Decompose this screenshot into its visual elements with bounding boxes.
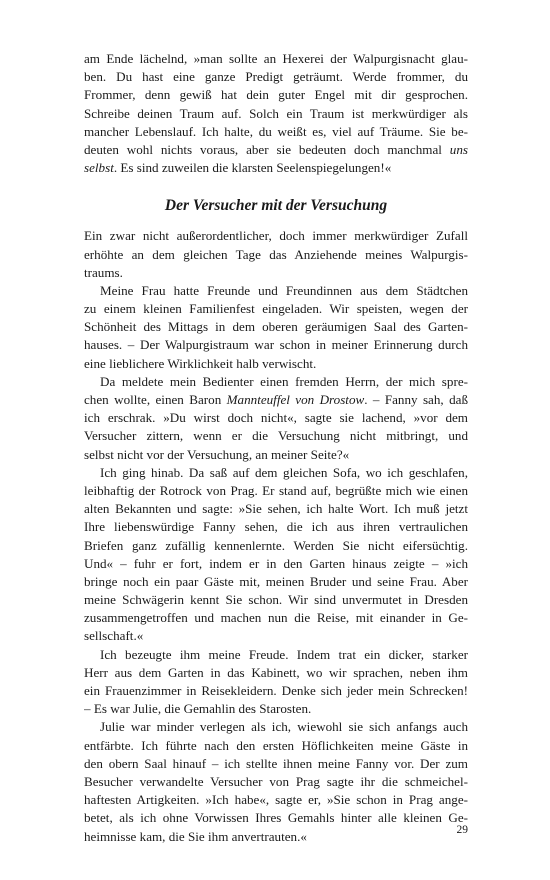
text-line — [84, 591, 468, 609]
text-line — [84, 755, 468, 773]
line-text: haftesten Artigkeiten. »Ich habe«, sagte er, »Sie schon in Prag ange- — [84, 792, 468, 808]
text-line — [84, 500, 468, 518]
italic-text: Mannteuffel von Drostow — [226, 392, 365, 407]
line-text: Ein zwar nicht außerordentlicher, doch immer merkwürdiger Zufall — [84, 228, 468, 244]
line-text: Ihre liebenswürdige Fanny sehen, die ich aus ihren vertraulichen — [84, 519, 468, 535]
line-text: sellschaft.« — [84, 628, 144, 644]
text-line — [84, 573, 468, 591]
text-line — [84, 409, 468, 427]
text-line — [84, 464, 468, 482]
text-line — [84, 518, 468, 536]
text-line — [84, 227, 468, 245]
line-text: hauses. – Der Walpurgistraum war schon in meiner Erinnerung durch — [84, 337, 468, 353]
line-text: Und« – fuhr er fort, indem er in den Garten hinaus zeigte – »ich — [84, 555, 468, 571]
text-line — [84, 86, 468, 104]
line-text: zusammengetroffen und machen nun die Reise, mit einander in Ge- — [84, 610, 468, 626]
line-text: Schönheit des Mittags in dem oberen geräumigen Saal des Garten- — [84, 319, 468, 335]
text-line — [84, 68, 468, 86]
line-text: selbst nicht vor der Versuchung, an meiner Seite?« — [84, 446, 350, 462]
text-line — [84, 737, 468, 755]
text-line — [84, 537, 468, 555]
line-text: Versucher zittern, wenn er die Versuchung nicht mitbringt, und — [84, 428, 468, 444]
text-line — [84, 627, 468, 645]
line-text: entfärbte. Ich führte nach den ersten Höflichkeiten meine Gäste in — [84, 737, 468, 753]
text-line — [84, 718, 468, 736]
line-text: traums. — [84, 264, 123, 280]
line-text: Besucher verwandelte Versucher von Prag sagte ihr die schmeichel- — [84, 773, 468, 789]
line-text: Briefen ganz zufällig kennenlernte. Werden Sie nicht eifersüchtig. — [84, 537, 468, 553]
text-line — [84, 141, 468, 159]
paragraph-2 — [84, 282, 468, 373]
line-text: Frommer, denn gewiß hat dein guter Engel mit dir gesprochen. — [84, 87, 468, 103]
line-text: ben. Du hast eine ganze Predigt geträumt. Werde frommer, du — [84, 69, 468, 85]
line-text: zu einem kleinen Familienfest eingeladen. Wir speisten, wegen der — [84, 301, 468, 317]
paragraph-5 — [84, 646, 468, 719]
line-text: den obern Saal hinauf – ich stellte ihnen meine Fanny vor. Der zum — [84, 755, 468, 771]
line-text: . – Fanny sah, daß — [364, 392, 468, 407]
line-text: chen wollte, einen Baron — [84, 392, 227, 407]
book-page — [84, 50, 468, 846]
line-text: . Es sind zuweilen die klarsten Seelenspiegelungen!« — [113, 160, 392, 176]
text-line — [84, 446, 468, 464]
text-line — [84, 264, 468, 282]
page-number: 29 — [456, 824, 468, 836]
line-text: meine Schwägerin kennt Sie schon. Wir sind unvermutet in Dresden — [84, 592, 468, 608]
line-text: heimnisse kam, die Sie ihm anvertrauten.« — [84, 828, 307, 844]
text-line — [84, 336, 468, 354]
text-line — [84, 318, 468, 336]
paragraph-1 — [84, 227, 468, 282]
line-text: leibhaftig der Rotrock von Prag. Er stand auf, begrüßte mich wie einen — [84, 482, 468, 498]
line-text: deuten wohl nichts voraus, aber sie bedeuten doch manchmal — [84, 141, 450, 157]
line-text: – Es war Julie, die Gemahlin des Starosten. — [84, 701, 312, 717]
text-line — [84, 828, 468, 846]
line-text: betet, als ich ohne Vorwissen Ihres Gemahls hinter alle kleinen Ge- — [84, 810, 468, 826]
line-text: ein Frauenzimmer in Reisekleidern. Denke sich jeder mein Schrecken! — [84, 683, 468, 698]
text-line — [84, 355, 468, 373]
text-line — [84, 373, 468, 391]
text-line — [84, 555, 468, 573]
paragraph-6 — [84, 718, 468, 845]
text-line — [84, 391, 468, 409]
text-line — [84, 773, 468, 791]
text-line — [84, 791, 468, 809]
text-line — [84, 482, 468, 500]
line-text: Schreibe deinen Traum auf. Solch ein Traum ist merkwürdiger als — [84, 105, 468, 121]
line-text: Herr aus dem Garten in das Kabinett, wo wir sprachen, neben ihm — [84, 664, 468, 680]
line-text: mancher Lebenslauf. Ich halte, du weißt es, viel auf Träume. Sie be- — [84, 123, 468, 139]
text-line — [84, 646, 468, 664]
line-text: am Ende lächelnd, »man sollte an Hexerei der Walpurgisnacht glau- — [84, 51, 468, 66]
text-line — [84, 159, 468, 177]
paragraph-top — [84, 50, 468, 177]
line-text: bringe noch ein paar Gäste mit, meinen Bruder und seine Frau. Aber — [84, 573, 468, 589]
text-line — [84, 123, 468, 141]
text-line — [84, 105, 468, 123]
text-line — [84, 609, 468, 627]
text-line — [84, 427, 468, 445]
paragraph-4 — [84, 464, 468, 646]
text-line — [84, 50, 468, 68]
text-line — [84, 246, 468, 264]
line-text: Da meldete mein Bedienter einen fremden Herrn, der mich spre- — [100, 373, 468, 389]
line-text: Julie war minder verlegen als ich, wiewohl sie sich anfangs auch — [100, 719, 468, 735]
text-line — [84, 664, 468, 682]
line-text: alten Bekannten und sagte: »Sie sehen, ich halte Wort. Ich muß jetzt — [84, 501, 468, 517]
line-text: Ich bezeugte ihm meine Freude. Indem trat ein dicker, starker — [100, 646, 468, 662]
line-text: Ich ging hinab. Da saß auf dem gleichen Sofa, wo ich geschlafen, — [100, 464, 468, 480]
text-line — [84, 300, 468, 318]
chapter-heading: Der Versucher mit der Versuchung — [164, 197, 388, 215]
italic-text: uns — [449, 141, 468, 157]
paragraph-3 — [84, 373, 468, 464]
line-text: eine lieblichere Wirklichkeit halb verwischt. — [84, 355, 317, 371]
text-line — [84, 700, 468, 718]
italic-text: selbst — [84, 160, 114, 176]
text-line — [84, 682, 468, 700]
line-text: erhöhte an dem gleichen Tage das Anziehende meines Walpurgis- — [84, 246, 468, 262]
line-text: ich erschrak. »Du wirst doch nicht«, sagte sie lachend, »vor dem — [84, 410, 468, 426]
line-text: Meine Frau hatte Freunde und Freundinnen aus dem Städtchen — [100, 282, 468, 298]
text-line — [84, 282, 468, 300]
text-line — [84, 809, 468, 827]
